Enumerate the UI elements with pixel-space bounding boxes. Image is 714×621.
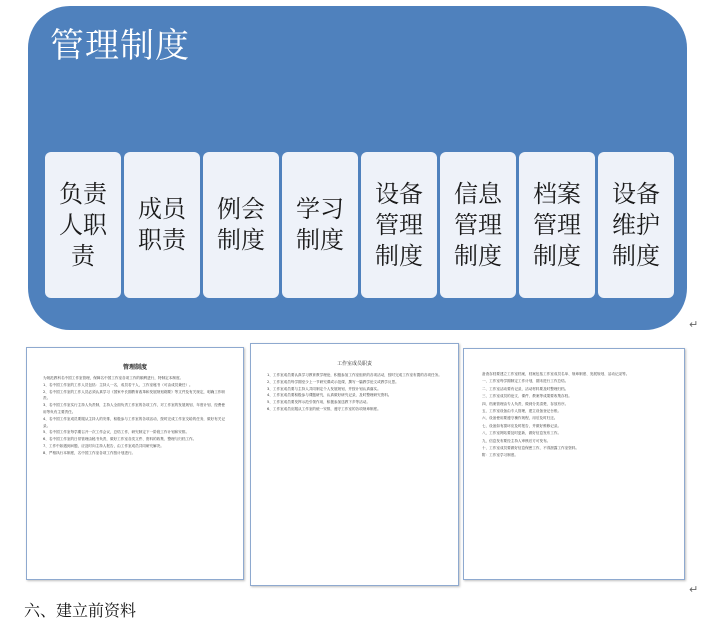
page-2-title: 工作室成员职责	[336, 361, 372, 367]
diagram-title: 管理制度	[50, 26, 190, 66]
document-page-1	[26, 347, 244, 580]
diagram-panel	[28, 6, 687, 330]
paragraph-mark: ↵	[689, 318, 699, 331]
page-3-text: 备查存档要建立工作室档案，档案包括工作室成员名单、规章制度、发展规划、活动记录等。 一、工作室每学期制定工作计划，期末进行工作总结。 二、工作室活动要有记录，活动材料要及时整理归档。 三、工作室成员的论文、课件、教案等成果要收集存档。 四、档案管理由专人负责，做到分类清楚、存放有序。 五、工作室设备由专人管理，建立设备登记台账。 六、设备使用要遵守操作规程，用后及时归还。 七、设备如有损坏应及时报告，并做好维修记录。 八、工作室网站要及时更新，做好信息发布工作。 九、信息发布要经主持人审核后方可发布。 十、工作室成员要做好信息保密工作，不得泄露工作室资料。 附：工作室学习制度。	[482, 372, 630, 458]
section-caption: 六、建立前资料	[24, 601, 137, 620]
page-2-text: 1、工作室成员要认真学习教育教学理论，积极参加工作室组织的各项活动，按时完成工作室布置的各项任务。 2、工作室成员每学期至少上一节研究课或示范课，撰写一篇教学论文或教学反思。 3、工作室成员要与主持人共同制定个人发展规划，并按计划认真落实。 4、工作室成员要积极参与课题研究，认真做好研究记录，及时整理研究资料。 5、工作室成员要发挥示范引领作用，积极参加送教下乡等活动。 6、工作室成员应服从工作室的统一安排，遵守工作室的各项规章制度。	[267, 373, 442, 411]
box-info-management: 信息 管理 制度	[440, 152, 516, 298]
box-study-system: 学习 制度	[282, 152, 358, 298]
box-meeting-system: 例会 制度	[203, 152, 279, 298]
box-equipment-maintenance: 设备 维护 制度	[598, 152, 674, 298]
box-archive-management: 档案 管理 制度	[519, 152, 595, 298]
paragraph-mark-2: ↵	[689, 583, 699, 596]
page-1-text: 为规范教科名中国工作室管理，保障名中国工作室各项工作的顺利进行，特制定本制度。 1、名中国工作室的工作人员包括：主持人一名，成员若干人，工作室秘书（可由成员兼任）。 2、名中国工作室的工作人员必须认真学习《国家中长期教育改革和发展规划纲要》等文件及有关规定，明确工作职责。 3、名中国工作室实行主持人负责制，主持人全面负责工作室的各项工作，对工作室的发展规划、年度计划、经费使用等负有主要责任。 4、名中国工作室成员要服从主持人的安排，积极参与工作室的各项活动，按时完成工作室交给的任务，做好有关记录。 5、名中国工作室每学期召开一次工作会议，总结工作，研究制定下一阶段工作计划和安排。 6、名中国工作室的日常管理由秘书负责，做好工作室各类文件、资料的收集、整理与归档工作。 7、工作中如遇到问题，应及时向主持人报告，由工作室成员共同研究解决。 8、严格执行本制度，名中国工作室各项工作按计划进行。	[43, 376, 225, 455]
box-member-duties: 成员 职责	[124, 152, 200, 298]
box-equipment-management: 设备 管理 制度	[361, 152, 437, 298]
box-leader-duties: 负责 人职 责	[45, 152, 121, 298]
document-page-3	[463, 348, 685, 580]
document-page-2	[250, 343, 459, 586]
page-1-title: 管理制度	[122, 364, 147, 371]
